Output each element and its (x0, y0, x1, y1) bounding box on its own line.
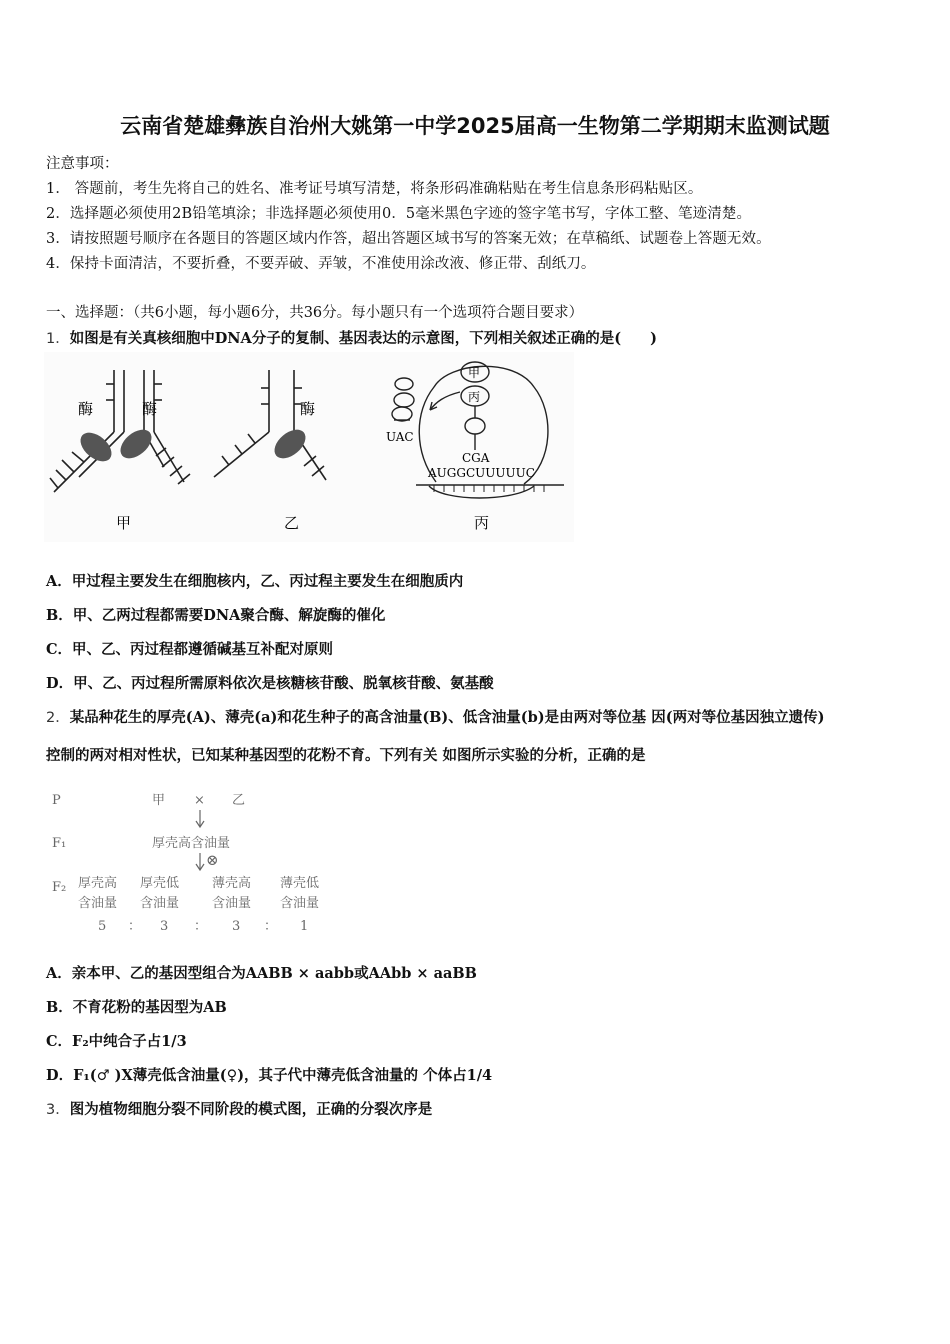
question-1-stem (46, 327, 657, 348)
f2-phenotype: 厚壳低 (140, 876, 180, 891)
generation-p: P (52, 793, 61, 808)
cross-symbol: × (194, 793, 205, 808)
f2-phenotype: 薄壳低 (280, 876, 320, 891)
option-b: B．甲、乙两过程都需要DNA聚合酶、解旋酶的催化 (46, 607, 386, 624)
mrna-sequence: AUGGCUUUUUC (428, 466, 535, 480)
section-heading: 一、选择题：（共6小题，每小题6分，共36分。每小题只有一个选项符合题目要求） (46, 305, 584, 321)
question-text: 如图是有关真核细胞中DNA分子的复制、基因表达的示意图，下列相关叙述正确的是( ) (69, 330, 658, 347)
question-2-stem-line1 (46, 706, 824, 727)
f2-phenotype: 厚壳高 (78, 876, 118, 891)
f2-phenotype: 含油量 (140, 896, 180, 911)
question-text: 某品种花生的厚壳(A)、薄壳(a)和花生种子的高含油量(B)、低含油量(b)是由两对等位基 因(两对等位基因独立遗传) (69, 709, 825, 726)
option-a: A．亲本甲、乙的基因型组合为AABB × aabb或AAbb × aaBB (46, 965, 477, 982)
question-number: 1． (46, 331, 70, 347)
page-title: 云南省楚雄彝族自治州大姚第一中学2025届高一生物第二学期期末监测试题 (120, 114, 830, 138)
ratio-value: 3 (232, 919, 241, 934)
notice-heading: 注意事项： (46, 156, 119, 172)
f2-phenotype: 含油量 (212, 896, 252, 911)
question-number: 2． (46, 710, 70, 726)
ribosome-label-mid: 丙 (468, 390, 481, 404)
figure-label-bing: 丙 (474, 514, 490, 532)
f2-phenotype: 含油量 (78, 896, 118, 911)
f1-phenotype: 厚壳高含油量 (152, 836, 231, 851)
generation-f2: F₂ (52, 880, 67, 895)
ribosome-label-top: 甲 (468, 366, 481, 380)
notice-item: 4．保持卡面清洁，不要折叠，不要弄破、弄皱，不准使用涂改液、修正带、刮纸刀。 (46, 256, 596, 272)
figure-label-yi: 乙 (284, 514, 300, 532)
generation-f1: F₁ (52, 836, 67, 851)
ratio-sep: ： (264, 919, 278, 934)
enzyme-label: 酶 (300, 400, 316, 418)
dna-figure (44, 352, 574, 542)
f2-phenotype: 含油量 (280, 896, 320, 911)
enzyme-label: 酶 (78, 400, 94, 418)
trna-anticodon: UAC (386, 430, 414, 444)
question-text: 图为植物细胞分裂不同阶段的模式图，正确的分裂次序是 (69, 1101, 433, 1118)
codon-label: CGA (462, 451, 490, 465)
option-d: D．F₁(♂ )X薄壳低含油量(♀)，其子代中薄壳低含油量的 个体占1/4 (46, 1067, 493, 1084)
self-cross-symbol: ⊗ (206, 851, 219, 869)
option-d: D．甲、乙、丙过程所需原料依次是核糖核苷酸、脱氧核苷酸、氨基酸 (46, 675, 494, 692)
option-c: C．甲、乙、丙过程都遵循碱基互补配对原则 (46, 641, 334, 658)
ratio-sep: ： (194, 919, 208, 934)
option-a: A．甲过程主要发生在细胞核内，乙、丙过程主要发生在细胞质内 (46, 573, 464, 590)
cross-figure (44, 786, 344, 936)
enzyme-label: 酶 (142, 400, 158, 418)
ratio-sep: ： (128, 919, 142, 934)
notice-item: 2．选择题必须使用2B铅笔填涂；非选择题必须使用0．5毫米黑色字迹的签字笔书写，字体工整、笔迹清楚。 (46, 206, 752, 222)
question-3-stem (46, 1098, 432, 1119)
ratio-value: 1 (300, 919, 309, 934)
option-c: C．F₂中纯合子占1/3 (46, 1033, 187, 1050)
ratio-value: 5 (98, 919, 107, 934)
f2-phenotype: 薄壳高 (212, 876, 252, 891)
figure-label-jia: 甲 (116, 514, 132, 532)
option-b: B．不育花粉的基因型为AB (46, 999, 227, 1016)
parent-1: 甲 (152, 793, 166, 808)
notice-item: 1． 答题前，考生先将自己的姓名、准考证号填写清楚，将条形码准确粘贴在考生信息条形码粘贴区。 (46, 181, 703, 197)
question-2-stem-line2: 控制的两对相对性状，已知某种基因型的花粉不育。下列有关 如图所示实验的分析，正确的是 (46, 747, 646, 764)
notice-item: 3．请按照题号顺序在各题目的答题区域内作答，超出答题区域书写的答案无效；在草稿纸、试题卷上答题无效。 (46, 231, 771, 247)
parent-2: 乙 (232, 793, 246, 808)
question-number: 3． (46, 1102, 70, 1118)
ratio-value: 3 (160, 919, 169, 934)
